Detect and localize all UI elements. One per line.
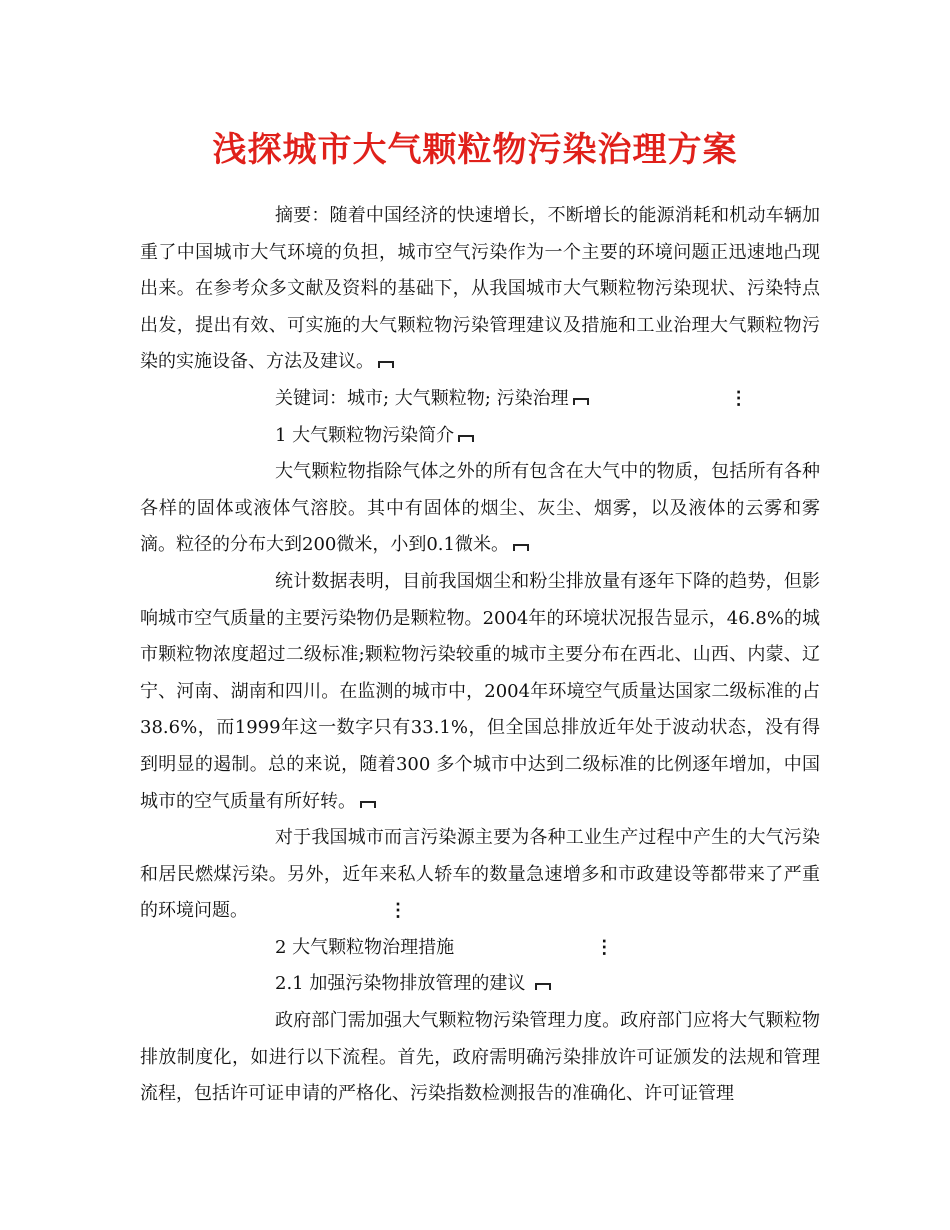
document-body: [140, 198, 820, 1113]
paragraph-text: 政府部门需加强大气颗粒物污染管理力度。政府部门应将大气颗粒物排放制度化，如进行以下流程。首先，政府需明确污染排放许可证颁发的法规和管理流程，包括许可证申请的严格化、污染指数检测报告的准确化、许可证管理: [140, 1010, 820, 1105]
paragraph-mark-icon: [378, 361, 394, 368]
subsection-heading-2-1: [140, 966, 820, 1003]
section-heading-2: [140, 930, 820, 967]
document-title: 浅探城市大气颗粒物污染治理方案: [212, 130, 738, 170]
paragraph-mark-icon: [513, 544, 529, 551]
paragraph-mark-icon: [360, 801, 376, 808]
paragraph-text: 对于我国城市而言污染源主要为各种工业生产过程中产生的大气污染和居民燃煤污染。另外，近年来私人轿车的数量急速增多和市政建设等都带来了严重的环境问题。: [140, 827, 820, 922]
vertical-dots-icon: ⋮: [595, 936, 614, 958]
body-paragraph: [140, 454, 820, 564]
paragraph-text: 摘要：随着中国经济的快速增长，不断增长的能源消耗和机动车辆加重了中国城市大气环境的负担，城市空气污染作为一个主要的环境问题正迅速地凸现出来。在参考众多文献及资料的基础下，从我国城市大气颗粒物污染现状、污染特点出发，提出有效、可实施的大气颗粒物污染管理建议及措施和工业治理大气颗粒物污染的实施设备、方法及建议。: [140, 205, 820, 373]
section-heading-1: [140, 418, 820, 455]
body-paragraph: [140, 1003, 820, 1113]
abstract-paragraph: [140, 198, 820, 381]
body-paragraph: [140, 820, 820, 930]
paragraph-mark-icon: [458, 435, 474, 442]
keywords-paragraph: [140, 381, 820, 418]
paragraph-text: 2 大气颗粒物治理措施: [275, 936, 455, 958]
paragraph-text: 1 大气颗粒物污染简介: [275, 424, 455, 446]
paragraph-mark-icon: [535, 983, 551, 990]
paragraph-mark-icon: [573, 398, 589, 405]
vertical-dots-icon: ⋮: [729, 387, 748, 409]
paragraph-text: 关键词：城市; 大气颗粒物; 污染治理: [275, 387, 569, 409]
paragraph-text: 2.1 加强污染物排放管理的建议: [275, 973, 532, 995]
paragraph-text: 大气颗粒物指除气体之外的所有包含在大气中的物质，包括所有各种各样的固体或液体气溶胶。其中有固体的烟尘、灰尘、烟雾，以及液体的云雾和雾滴。粒径的分布大到200微米，小到0.1微米。: [140, 461, 820, 556]
body-paragraph: [140, 564, 820, 820]
vertical-dots-icon: ⋮: [389, 900, 407, 922]
paragraph-text: 统计数据表明，目前我国烟尘和粉尘排放量有逐年下降的趋势，但影响城市空气质量的主要污染物仍是颗粒物。2004年的环境状况报告显示，46.8%的城市颗粒物浓度超过二级标准;颗粒物污染较重的城市主要分布在西北、山西、内蒙、辽宁、河南、湖南和四川。在监测的城市中，2004年环境空气质量达国家二级标准的占38.6%，而1999年这一数字只有33.1%，但全国总排放近年处于波动状态，没有得到明显的遏制。总的来说，随着300 多个城市中达到二级标准的比例逐年增加，中国城市的空气质量有所好转。: [140, 570, 820, 812]
